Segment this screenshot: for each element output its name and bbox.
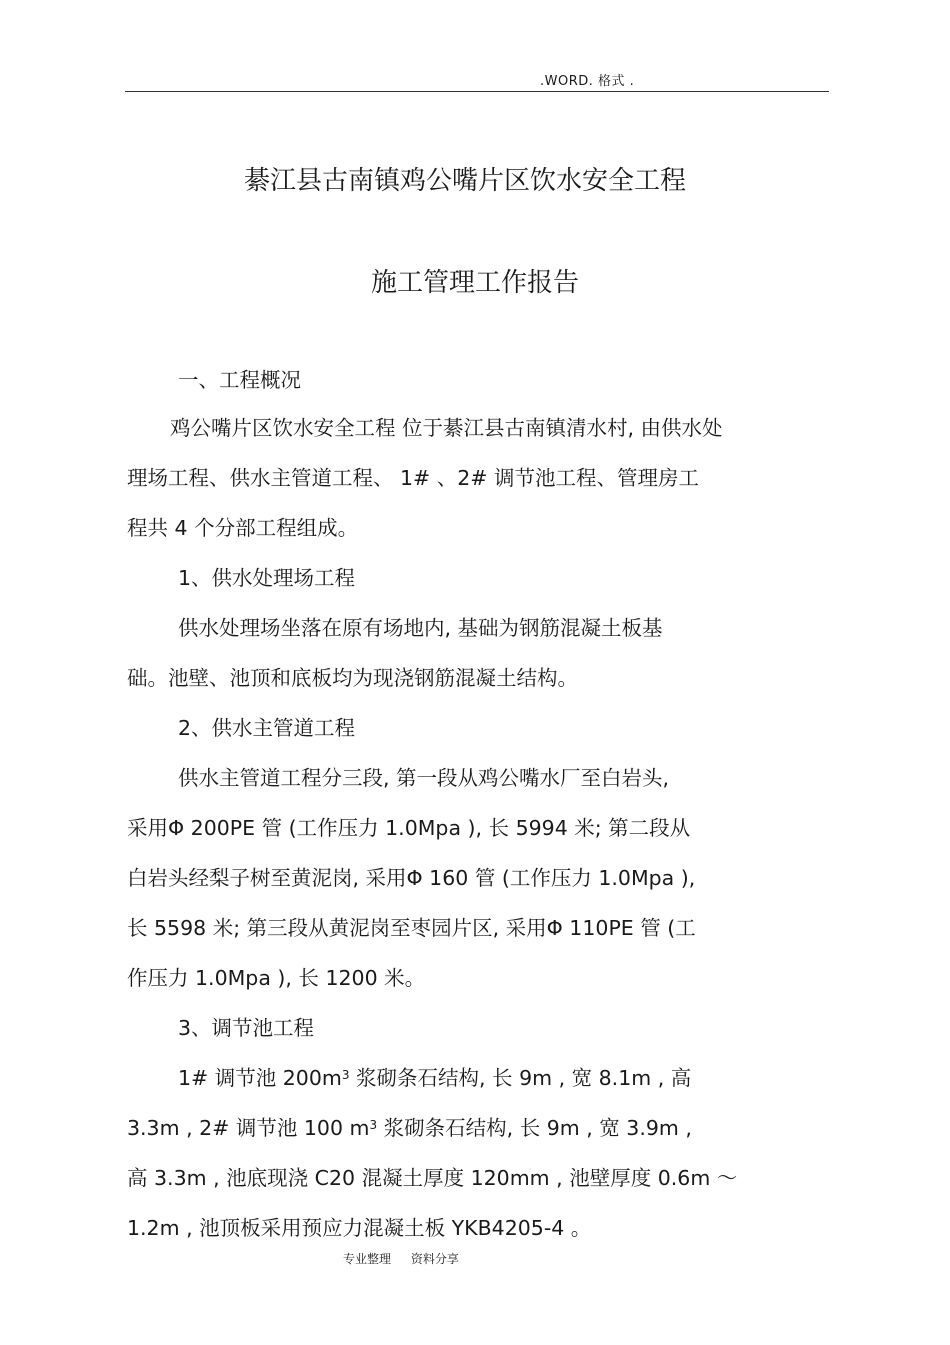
superscript: 3: [369, 1118, 378, 1132]
paragraph-line: 高 3.3m , 池底现浇 C20 混凝土厚度 120mm , 池壁厚度 0.6m ～: [127, 1166, 738, 1190]
text-run: 浆砌条石结构, 长 9m , 宽 8.1m , 高: [349, 1066, 692, 1090]
paragraph-line: 础。池壁、池顶和底板均为现浇钢筋混凝土结构。: [127, 666, 578, 690]
paragraph-line: 供水主管道工程分三段, 第一段从鸡公嘴水厂至白岩头,: [178, 766, 670, 790]
subsection-heading: 1、供水处理场工程: [178, 566, 356, 590]
superscript: 3: [341, 1068, 350, 1082]
subsection-heading: 3、调节池工程: [178, 1016, 315, 1040]
footer-text: 专业整理 资料分享: [343, 1252, 459, 1266]
paragraph-line: [178, 1064, 691, 1095]
text-run: 浆砌条石结构, 长 9m , 宽 3.9m ,: [377, 1116, 692, 1140]
paragraph-line: 1.2m , 池顶板采用预应力混凝土板 YKB4205-4 。: [127, 1216, 592, 1240]
subsection-heading: 2、供水主管道工程: [178, 716, 356, 740]
paragraph-line: 供水处理场坐落在原有场地内, 基础为钢筋混凝土板基: [178, 616, 663, 640]
document-subtitle: 施工管理工作报告: [370, 268, 579, 298]
paragraph-line: 理场工程、供水主管道工程、 1# 、2# 调节池工程、管理房工: [127, 466, 699, 490]
header-rule: [125, 91, 829, 92]
header-text: .WORD. 格式 .: [540, 74, 635, 89]
paragraph-line: 鸡公嘴片区饮水安全工程 位于綦江县古南镇清水村, 由供水处: [170, 416, 723, 440]
paragraph-line: 作压力 1.0Mpa ), 长 1200 米。: [127, 966, 426, 990]
paragraph-line: [127, 1114, 692, 1145]
section-heading: 一、工程概况: [178, 368, 301, 392]
text-run: 3.3m , 2# 调节池 100 m: [127, 1116, 370, 1140]
text-run: 1# 调节池 200m: [178, 1066, 342, 1090]
paragraph-line: 采用Φ 200PE 管 (工作压力 1.0Mpa ), 长 5994 米; 第二段从: [127, 816, 691, 840]
paragraph-line: 程共 4 个分部工程组成。: [127, 516, 359, 540]
paragraph-line: 长 5598 米; 第三段从黄泥岗至枣园片区, 采用Φ 110PE 管 (工: [127, 916, 696, 940]
paragraph-line: 白岩头经梨子树至黄泥岗, 采用Φ 160 管 (工作压力 1.0Mpa ),: [127, 866, 696, 890]
document-title: 綦江县古南镇鸡公嘴片区饮水安全工程: [243, 166, 686, 196]
